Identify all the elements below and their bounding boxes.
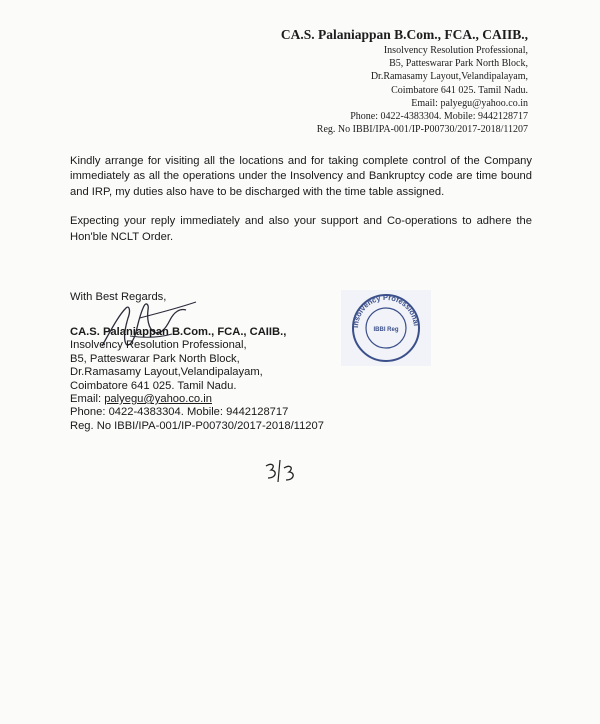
signatory-email-link[interactable]: palyegu@yahoo.co.in bbox=[104, 393, 212, 406]
letterhead-email bbox=[281, 97, 528, 110]
stamp-ring-text: Insolvency Professional bbox=[350, 292, 421, 329]
letterhead-address-line1: B5, Patteswarar Park North Block, bbox=[389, 58, 528, 70]
letterhead-reg-no: Reg. No IBBI/IPA-001/IP-P00730/2017-2018/11207 bbox=[316, 124, 528, 136]
signatory-reg-no: Reg. No IBBI/IPA-001/IP-P00730/2017-2018/11207 bbox=[70, 419, 324, 432]
closing-salutation: With Best Regards, bbox=[70, 291, 167, 303]
handwritten-page-number bbox=[260, 456, 300, 488]
official-stamp bbox=[340, 288, 432, 368]
signatory-role: Insolvency Resolution Professional, bbox=[70, 339, 247, 352]
letter-body bbox=[70, 154, 532, 259]
letterhead bbox=[281, 26, 528, 136]
letterhead-role: Insolvency Resolution Professional, bbox=[383, 45, 528, 56]
stamp-center-text: IBBI Reg bbox=[373, 327, 399, 333]
signatory-email bbox=[70, 393, 324, 406]
letterhead-email-value: palyegu@yahoo.co.in bbox=[440, 97, 528, 109]
letterhead-phone: Phone: 0422-4383304. Mobile: 9442128717 bbox=[350, 111, 528, 123]
signatory-address-line3: Coimbatore 641 025. Tamil Nadu. bbox=[70, 379, 237, 392]
signatory-email-label: Email: bbox=[70, 393, 105, 406]
signatory-phone: Phone: 0422-4383304. Mobile: 9442128717 bbox=[70, 406, 289, 419]
letterhead-email-label: Email: bbox=[411, 97, 441, 109]
signatory-address-line1: B5, Patteswarar Park North Block, bbox=[70, 352, 240, 365]
letterhead-name: CA.S. Palaniappan B.Com., FCA., CAIIB., bbox=[280, 27, 528, 42]
body-paragraph-2: Expecting your reply immediately and also your support and Co-operations to adhere the Hon'ble NCLT Order. bbox=[70, 215, 532, 243]
signatory-address-line2: Dr.Ramasamy Layout,Velandipalayam, bbox=[70, 366, 263, 379]
body-paragraph-1: Kindly arrange for visiting all the locations and for taking complete control of the Company immediately as all the operations under the Insolvency and Bankruptcy code are time bound and IRP, my duties also have to be discharged with the time table assigned. bbox=[70, 155, 532, 198]
letterhead-address-line2: Dr.Ramasamy Layout,Velandipalayam, bbox=[370, 71, 528, 83]
signature-block bbox=[70, 326, 324, 433]
signatory-name: CA.S. Palaniappan B.Com., FCA., CAIIB., bbox=[70, 326, 287, 338]
letterhead-address-line3: Coimbatore 641 025. Tamil Nadu. bbox=[391, 84, 528, 96]
